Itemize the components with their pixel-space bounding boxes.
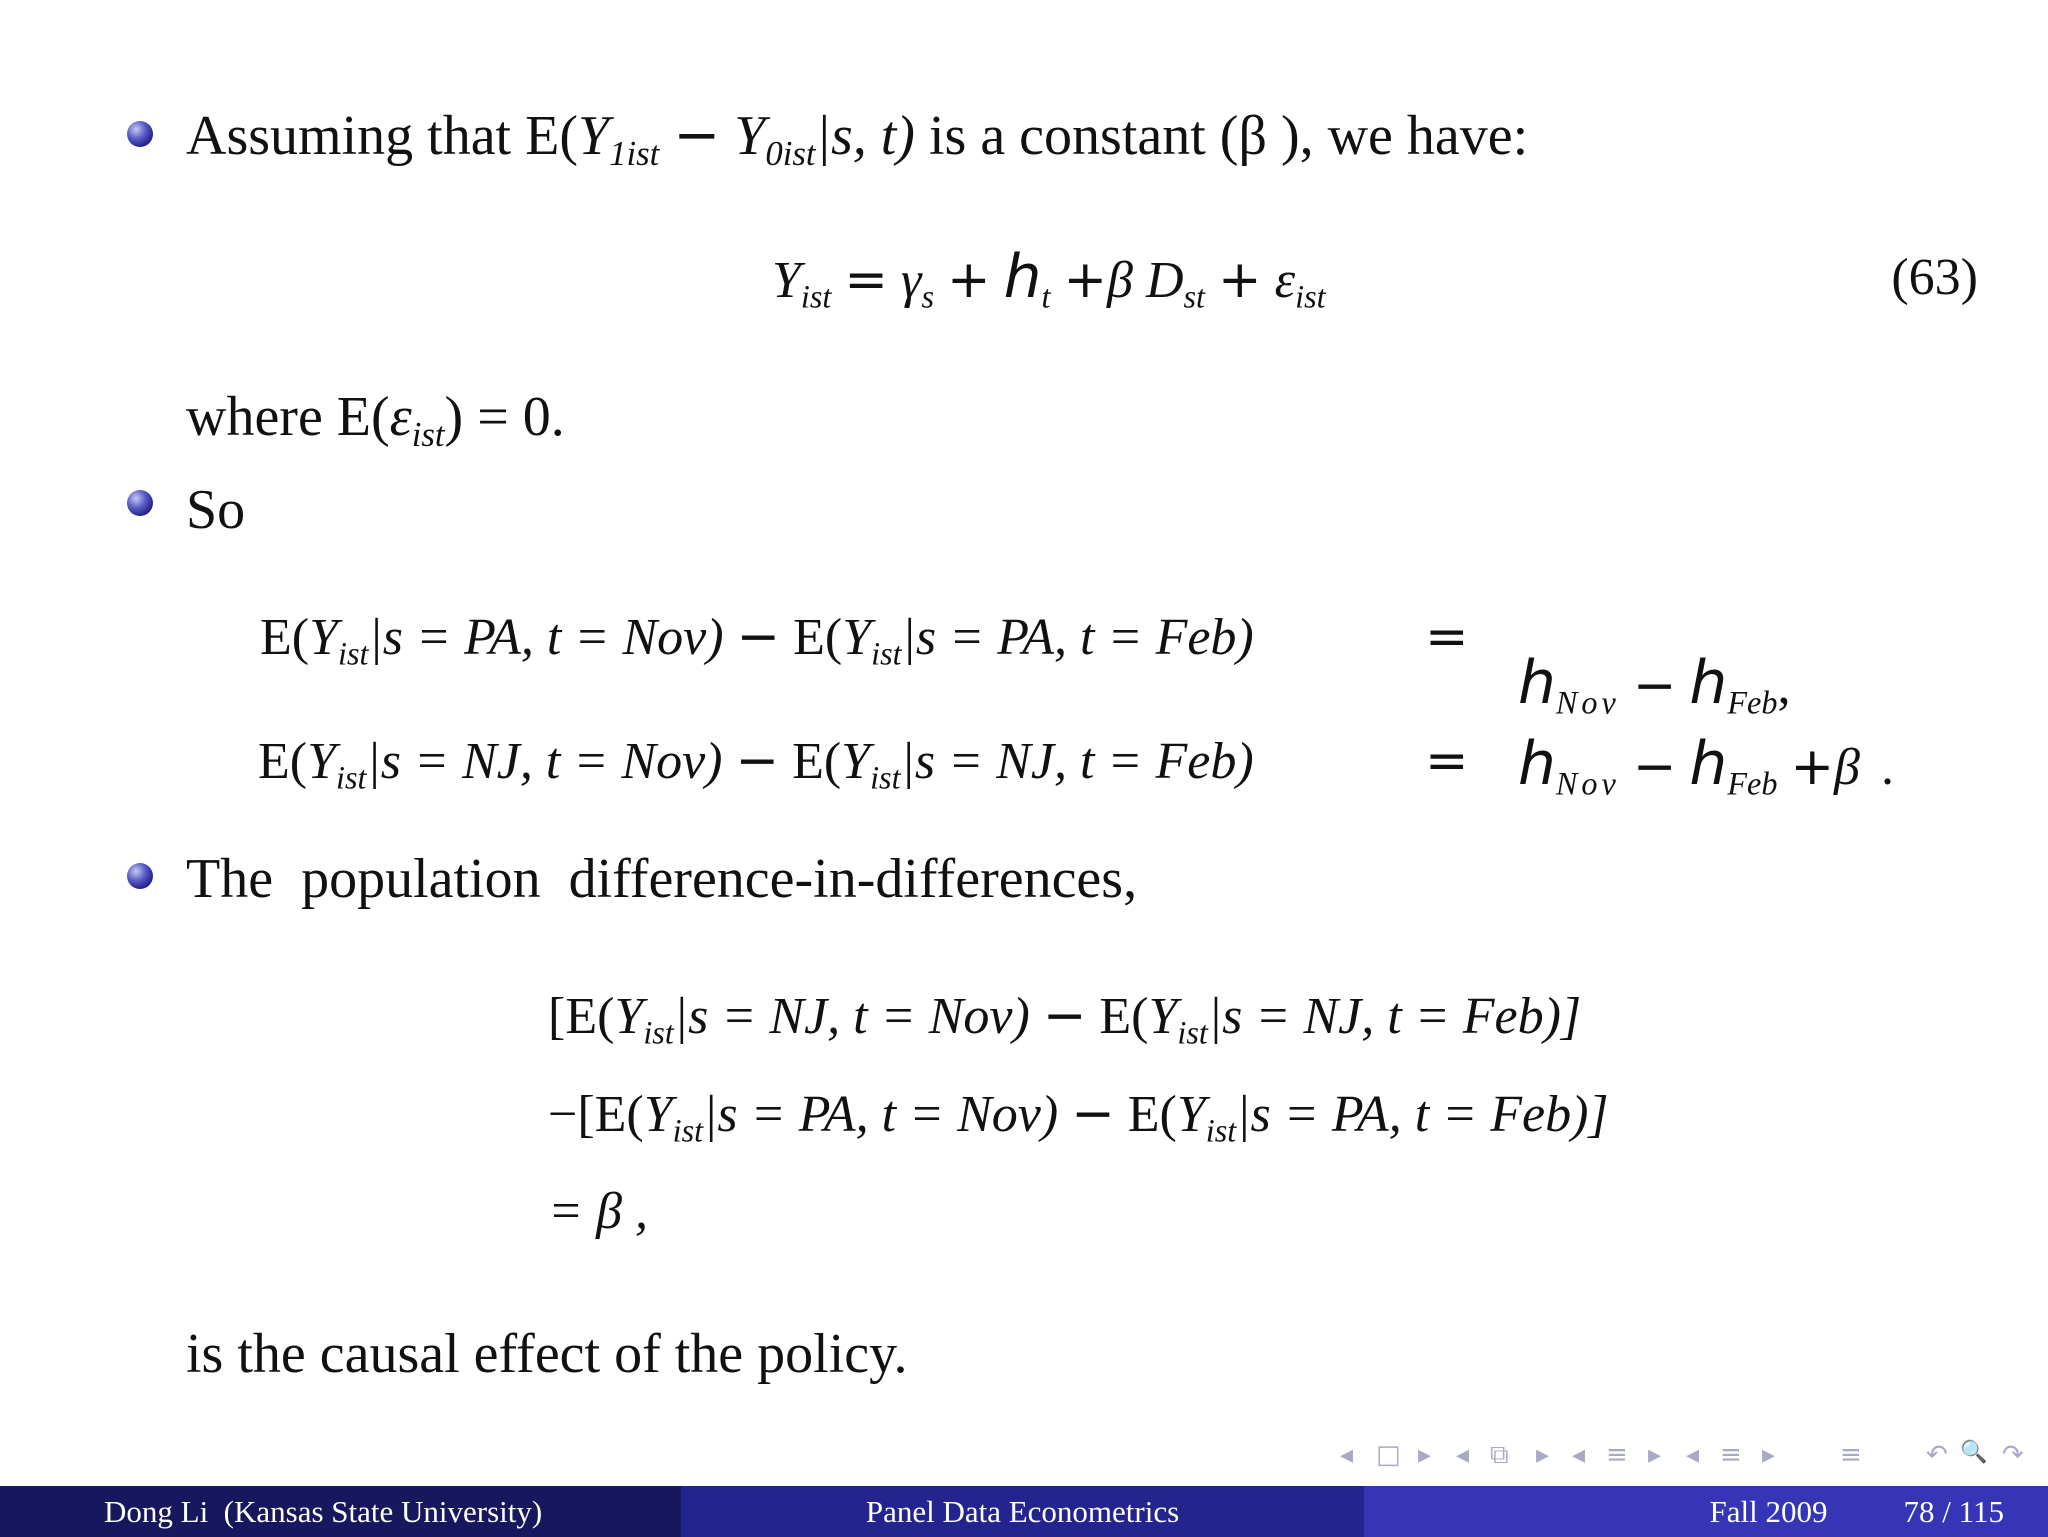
eq63-d: D (1145, 252, 1184, 309)
nj-h-nov-subscript: Nov (1555, 765, 1620, 802)
document-icon[interactable]: ≡ (1720, 1440, 1742, 1470)
where-line (186, 386, 565, 455)
where-lead: where E( (186, 386, 390, 448)
nj-rhs-period: . (1880, 739, 1894, 796)
nj-row-rhs (1518, 729, 1894, 802)
subsection-prev-icon[interactable]: ◂ (1456, 1440, 1470, 1470)
did-y-subscript: ist (672, 1112, 704, 1149)
search-icon[interactable]: 🔍 (1960, 1440, 1988, 1465)
did-y: Y (614, 988, 644, 1045)
pa-row-rhs (1518, 648, 1791, 721)
eq63-h-subscript: t (1041, 278, 1051, 315)
eq63-lhs: Y (772, 252, 801, 309)
bullet1-lead: Assuming that E( (186, 105, 578, 167)
conclusion-text: is the causal effect of the policy. (186, 1323, 908, 1385)
nj-y-subscript: ist (336, 759, 367, 796)
eq63-h: h (1003, 242, 1042, 312)
eq63-beta: β (1107, 252, 1133, 309)
pa-h-nov-subscript: Nov (1555, 684, 1620, 721)
pa-h-feb-subscript: Feb (1727, 684, 1778, 721)
y0-symbol: Y (734, 105, 766, 167)
did-line1-condition-feb: |s = NJ, t = Feb)] (1207, 988, 1582, 1045)
nj-expectation: E( (792, 733, 842, 790)
bullet-icon (127, 863, 153, 889)
frame-prev-icon[interactable]: ◂ (1340, 1440, 1354, 1470)
footer-right (1364, 1486, 2048, 1537)
bullet1-text (186, 103, 1529, 174)
eq63-plus: + (947, 250, 991, 310)
eq63-plus: + (1218, 250, 1262, 310)
eq63-d-subscript: st (1183, 278, 1206, 315)
did-y: Y (1148, 988, 1178, 1045)
did-line2 (548, 1084, 1609, 1149)
nj-h-feb: h (1689, 729, 1728, 799)
footer-date: Fall 2009 (1709, 1493, 1828, 1529)
did-line1-condition-nov: |s = NJ, t = Nov) (673, 988, 1030, 1045)
did-y-subscript: ist (643, 1014, 674, 1051)
pa-expectation: E( (793, 609, 843, 666)
y0-subscript: 0ist (765, 134, 816, 174)
did-line1-minus: − (1042, 986, 1087, 1046)
did-line2-open: −[E( (548, 1086, 644, 1143)
appendix-icon[interactable]: ≡ (1840, 1440, 1862, 1470)
pa-condition-feb: |s = PA, t = Feb) (901, 609, 1254, 666)
did-line1-open: [E( (548, 988, 615, 1045)
where-epsilon-subscript: ist (411, 415, 445, 455)
section-prev-icon[interactable]: ◂ (1572, 1440, 1586, 1470)
nj-h-feb-subscript: Feb (1727, 765, 1778, 802)
did-line1-expectation: E( (1099, 988, 1149, 1045)
nj-expectation: E( (258, 733, 308, 790)
eq63-epsilon: ε (1274, 252, 1296, 309)
pa-minus: − (736, 607, 781, 667)
bullet1-condition: |s, t) (815, 105, 915, 167)
section-next-icon[interactable]: ▸ (1648, 1440, 1662, 1470)
pa-y-subscript: ist (338, 635, 369, 672)
eq63-plus: + (1063, 250, 1108, 310)
did-line2-minus: − (1071, 1084, 1115, 1144)
where-tail: ) = 0. (444, 386, 565, 448)
pa-y: Y (309, 609, 339, 666)
pa-condition-nov: |s = PA, t = Nov) (368, 609, 724, 666)
bullet-icon (127, 490, 153, 516)
equation-63 (772, 242, 1326, 315)
navigation-bar (1340, 1440, 2048, 1476)
eq63-equals: = (844, 250, 888, 310)
did-line2-condition-feb: |s = PA, t = Feb)] (1236, 1086, 1609, 1143)
nj-beta: β (1834, 739, 1860, 796)
frame-next-icon[interactable]: ▸ (1418, 1440, 1432, 1470)
forward-icon[interactable]: ↷ (2002, 1440, 2024, 1470)
document-prev-icon[interactable]: ◂ (1686, 1440, 1700, 1470)
did-y: Y (643, 1086, 673, 1143)
did-line1 (548, 986, 1582, 1051)
y1-subscript: 1ist (609, 134, 660, 174)
nj-y: Y (307, 733, 337, 790)
where-epsilon: ε (389, 386, 412, 448)
pa-row-equals: = (1425, 607, 1469, 667)
did-y: Y (1176, 1086, 1206, 1143)
subsection-next-icon[interactable]: ▸ (1536, 1440, 1550, 1470)
footer-title-text: Panel Data Econometrics (865, 1493, 1180, 1529)
nj-rhs-minus: − (1632, 737, 1677, 797)
did-line2-expectation: E( (1127, 1086, 1177, 1143)
nj-row-equals: = (1425, 731, 1469, 791)
pa-y-subscript: ist (871, 635, 902, 672)
bullet3-text: The population difference-in-differences, (186, 848, 1138, 910)
subsection-icon[interactable]: ⧉ (1490, 1440, 1509, 1470)
pa-rhs-minus: − (1632, 656, 1677, 716)
minus-operator: − (673, 103, 721, 168)
eq63-lhs-subscript: ist (800, 278, 832, 315)
document-next-icon[interactable]: ▸ (1762, 1440, 1776, 1470)
eq63-gamma: γ (900, 252, 922, 309)
frame-icon[interactable]: □ (1376, 1440, 1401, 1470)
nj-condition-nov: |s = NJ, t = Nov) (366, 733, 723, 790)
footer-author (0, 1486, 681, 1537)
equation-number: (63) (1891, 249, 1978, 306)
did-line3: = β , (548, 1183, 648, 1240)
eq63-epsilon-subscript: ist (1295, 278, 1326, 315)
pa-y: Y (842, 609, 872, 666)
footer-title (681, 1486, 1364, 1537)
nj-y-subscript: ist (870, 759, 901, 796)
did-line2-condition-nov: |s = PA, t = Nov) (703, 1086, 1059, 1143)
footer (0, 1486, 2048, 1537)
pa-row-lhs (260, 607, 1254, 672)
nj-row-lhs (258, 731, 1254, 796)
bullet1-tail: is a constant (β ), we have: (914, 105, 1529, 167)
pa-h-nov: h (1518, 648, 1556, 718)
pa-h-feb: h (1689, 648, 1728, 718)
nj-h-nov: h (1518, 729, 1556, 799)
did-y-subscript: ist (1177, 1014, 1208, 1051)
section-icon[interactable]: ≡ (1606, 1440, 1628, 1470)
pa-rhs-comma: , (1777, 658, 1791, 715)
did-y-subscript: ist (1205, 1112, 1237, 1149)
nj-minus: − (735, 731, 780, 791)
footer-author-text: Dong Li (Kansas State University) (104, 1493, 543, 1529)
bullet2-text: So (186, 479, 246, 541)
page-number: 78 / 115 (1903, 1493, 2004, 1529)
nj-condition-feb: |s = NJ, t = Feb) (900, 733, 1254, 790)
back-icon[interactable]: ↶ (1926, 1440, 1948, 1470)
y1-symbol: Y (577, 105, 610, 167)
nj-rhs-plus: + (1790, 737, 1835, 797)
pa-expectation: E( (260, 609, 310, 666)
eq63-gamma-subscript: s (921, 278, 935, 315)
bullet-icon (127, 121, 153, 147)
nj-y: Y (841, 733, 871, 790)
